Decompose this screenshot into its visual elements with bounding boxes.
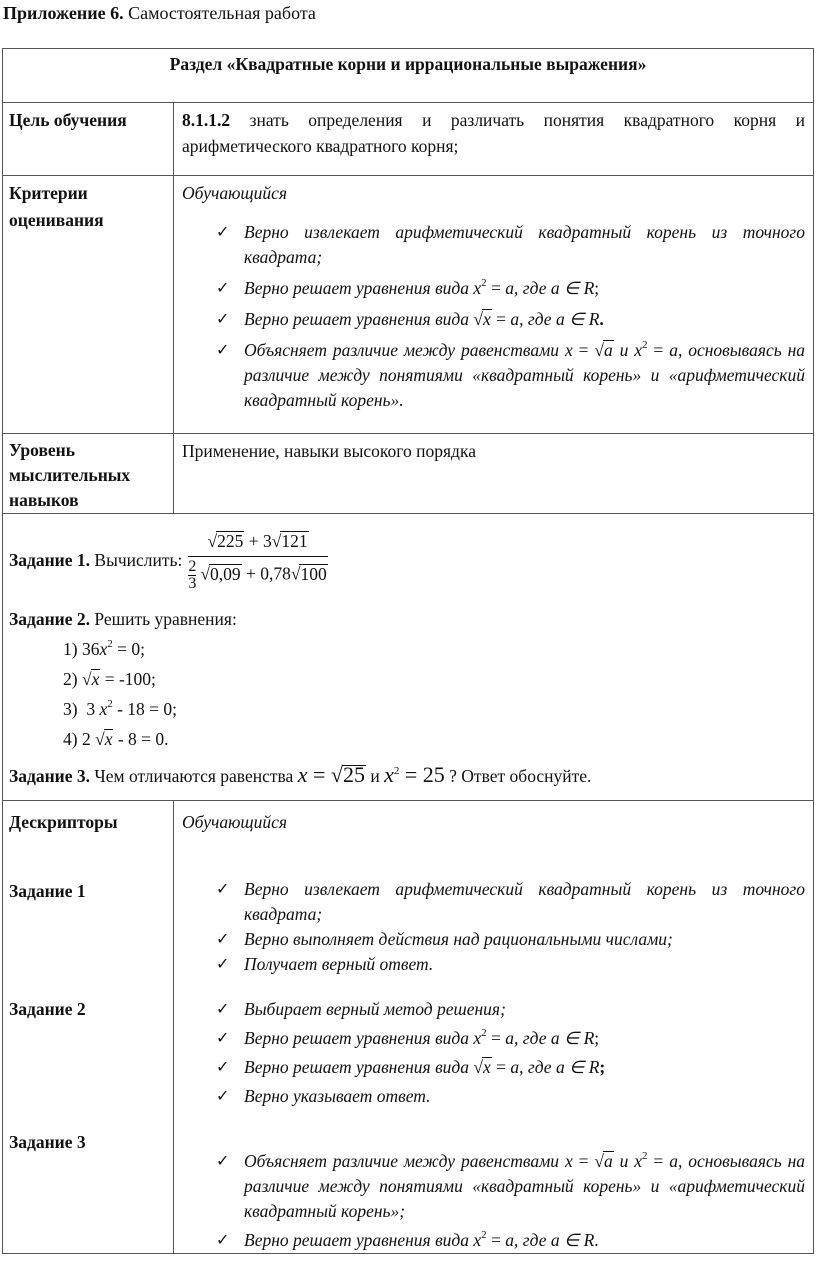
descriptor-task3-label: Задание 3 xyxy=(9,1132,86,1152)
two-thirds: $\frac{2}{3}$ xyxy=(188,558,197,592)
work-table xyxy=(2,48,814,1254)
section-header: Раздел «Квадратные корни и иррациональные выражения» xyxy=(3,49,814,103)
task2-label: Задание 2. xyxy=(9,609,91,629)
descriptor-item: ✓ Верно решает уравнения вида √x = a, где a ∈ R; xyxy=(216,1055,805,1080)
criteria-intro: Обучающийся xyxy=(182,183,288,203)
check-icon: ✓ xyxy=(216,956,230,973)
descriptor-item: ✓ Верно извлекает арифметический квадратный корень из точного квадрата; xyxy=(216,879,805,924)
formula: x = √a xyxy=(564,340,613,360)
check-icon: ✓ xyxy=(216,224,230,241)
descriptor-list-task1 xyxy=(182,877,805,977)
check-icon: ✓ xyxy=(216,1001,230,1018)
task1: Задание 1. Вычислить: √225 + 3√121 $\frac{2}{3}$ √0,09 + 0,78√100 xyxy=(9,522,807,598)
task3-label: Задание 3. xyxy=(9,766,91,786)
tasks-cell xyxy=(3,514,814,801)
equation: 3) 3 $x^2 - 18 = 0$; xyxy=(63,698,178,719)
equation: 4) 2 √x - 8 = 0. xyxy=(63,729,169,749)
tasks-row xyxy=(3,514,814,801)
criteria-list xyxy=(182,220,805,413)
level-value: Применение, навыки высокого порядка xyxy=(174,434,814,514)
descriptor-list-task2 xyxy=(182,997,805,1109)
descriptors-intro: Обучающийся xyxy=(182,812,288,832)
check-icon: ✓ xyxy=(216,342,230,359)
section-header-row xyxy=(3,49,814,103)
formula: √x = a xyxy=(473,309,520,329)
descriptor-item: ✓ Верно указывает ответ. xyxy=(216,1084,805,1109)
check-icon: ✓ xyxy=(216,1059,230,1076)
criteria-label-line2: оценивания xyxy=(9,210,104,230)
descriptors-label-col xyxy=(3,801,174,1254)
sqrt-icon: √ xyxy=(207,531,218,551)
check-icon: ✓ xyxy=(216,1153,230,1170)
task1-label: Задание 1. xyxy=(9,550,91,570)
goal-text: знать определения и различать понятия квадратного корня и арифметического квадратного корня; xyxy=(182,110,805,156)
formula: $x^2 = a$ xyxy=(634,339,678,360)
descriptor-list-task3 xyxy=(182,1149,805,1253)
equation: 2) √x = -100; xyxy=(63,669,156,689)
check-icon: ✓ xyxy=(216,311,230,328)
task3: Задание 3. Чем отличаются равенства x = √25 и $x^2 = 25$ ? Ответ обоснуйте. xyxy=(9,762,592,787)
task1-fraction xyxy=(188,528,327,592)
goal-code: 8.1.1.2 xyxy=(182,110,231,130)
descriptor-item: ✓ Получает верный ответ. xyxy=(216,952,805,977)
descriptors-row xyxy=(3,801,814,1254)
formula: $x^2 = a$ xyxy=(473,277,515,298)
check-icon: ✓ xyxy=(216,931,230,948)
fraction-numerator: √225 + 3√121 xyxy=(188,528,327,557)
level-label: Уровень мыслительных навыков xyxy=(3,434,174,514)
descriptor-item: ✓ Выбирает верный метод решения; xyxy=(216,997,805,1022)
document-title xyxy=(3,3,316,24)
criteria-cell xyxy=(174,176,814,434)
criteria-item: ✓ Верно решает уравнения вида $x^2 = a$, где a ∈ R; xyxy=(216,276,805,301)
descriptor-item: ✓ Верно решает уравнения вида $x^2 = a$, где a ∈ R; xyxy=(216,1026,805,1051)
fraction-denominator: $\frac{2}{3}$ √0,09 + 0,78√100 xyxy=(188,558,327,592)
criteria-item: ✓ Верно извлекает арифметический квадратный корень из точного квадрата; xyxy=(216,222,805,267)
check-icon: ✓ xyxy=(216,1030,230,1047)
title-bold: Приложение 6. xyxy=(3,3,124,23)
descriptor-item: ✓ Верно выполняет действия над рациональными числами; xyxy=(216,927,805,952)
criteria-row xyxy=(3,176,814,434)
check-icon: ✓ xyxy=(216,881,230,898)
condition: a ∈ R xyxy=(550,278,595,298)
equation: 1) $36x^2 = 0$; xyxy=(63,638,145,659)
goal-cell xyxy=(174,103,814,176)
descriptor-task2-label: Задание 2 xyxy=(9,999,86,1019)
descriptor-item: ✓ Верно решает уравнения вида $x^2 = a$, где a ∈ R. xyxy=(216,1228,805,1253)
criteria-item: ✓ Объясняет различие между равенствами x = √a и $x^2 = a$, основываясь на различие между понятиями «квадратный корень» и «арифметический квадратный корень». xyxy=(216,339,806,410)
goal-label: Цель обучения xyxy=(3,103,174,176)
descriptor-item: ✓ Объясняет различие между равенствами x = √a и $x^2 = a$, основываясь на различие между понятиями «квадратный корень» и «арифметический квадратный корень»; xyxy=(216,1150,806,1221)
check-icon: ✓ xyxy=(216,1232,230,1249)
condition: a ∈ R xyxy=(555,309,600,329)
goal-row xyxy=(3,103,814,176)
criteria-item: ✓ Верно решает уравнения вида √x = a, где a ∈ R. xyxy=(216,307,805,332)
descriptors-cell xyxy=(174,801,814,1254)
sqrt-icon: √ xyxy=(473,309,483,329)
check-icon: ✓ xyxy=(216,1088,230,1105)
level-row xyxy=(3,434,814,514)
criteria-label xyxy=(3,176,174,434)
check-icon: ✓ xyxy=(216,280,230,297)
task2: Задание 2. Решить уравнения: 1) $36x^2 = 0$; 2) √x = -100; 3) 3 $x^2 - 18 = 0$; 4) 2 √x - 8 = 0. xyxy=(9,604,807,754)
criteria-label-line1: Критерии xyxy=(9,183,88,203)
title-rest: Самостоятельная работа xyxy=(123,3,316,23)
equation-list xyxy=(9,634,807,754)
formula: $x^2 = 25$ xyxy=(384,762,445,787)
descriptor-task1-label: Задание 1 xyxy=(9,881,86,901)
formula: x = √25 xyxy=(297,762,365,787)
descriptors-label: Дескрипторы xyxy=(9,812,118,832)
